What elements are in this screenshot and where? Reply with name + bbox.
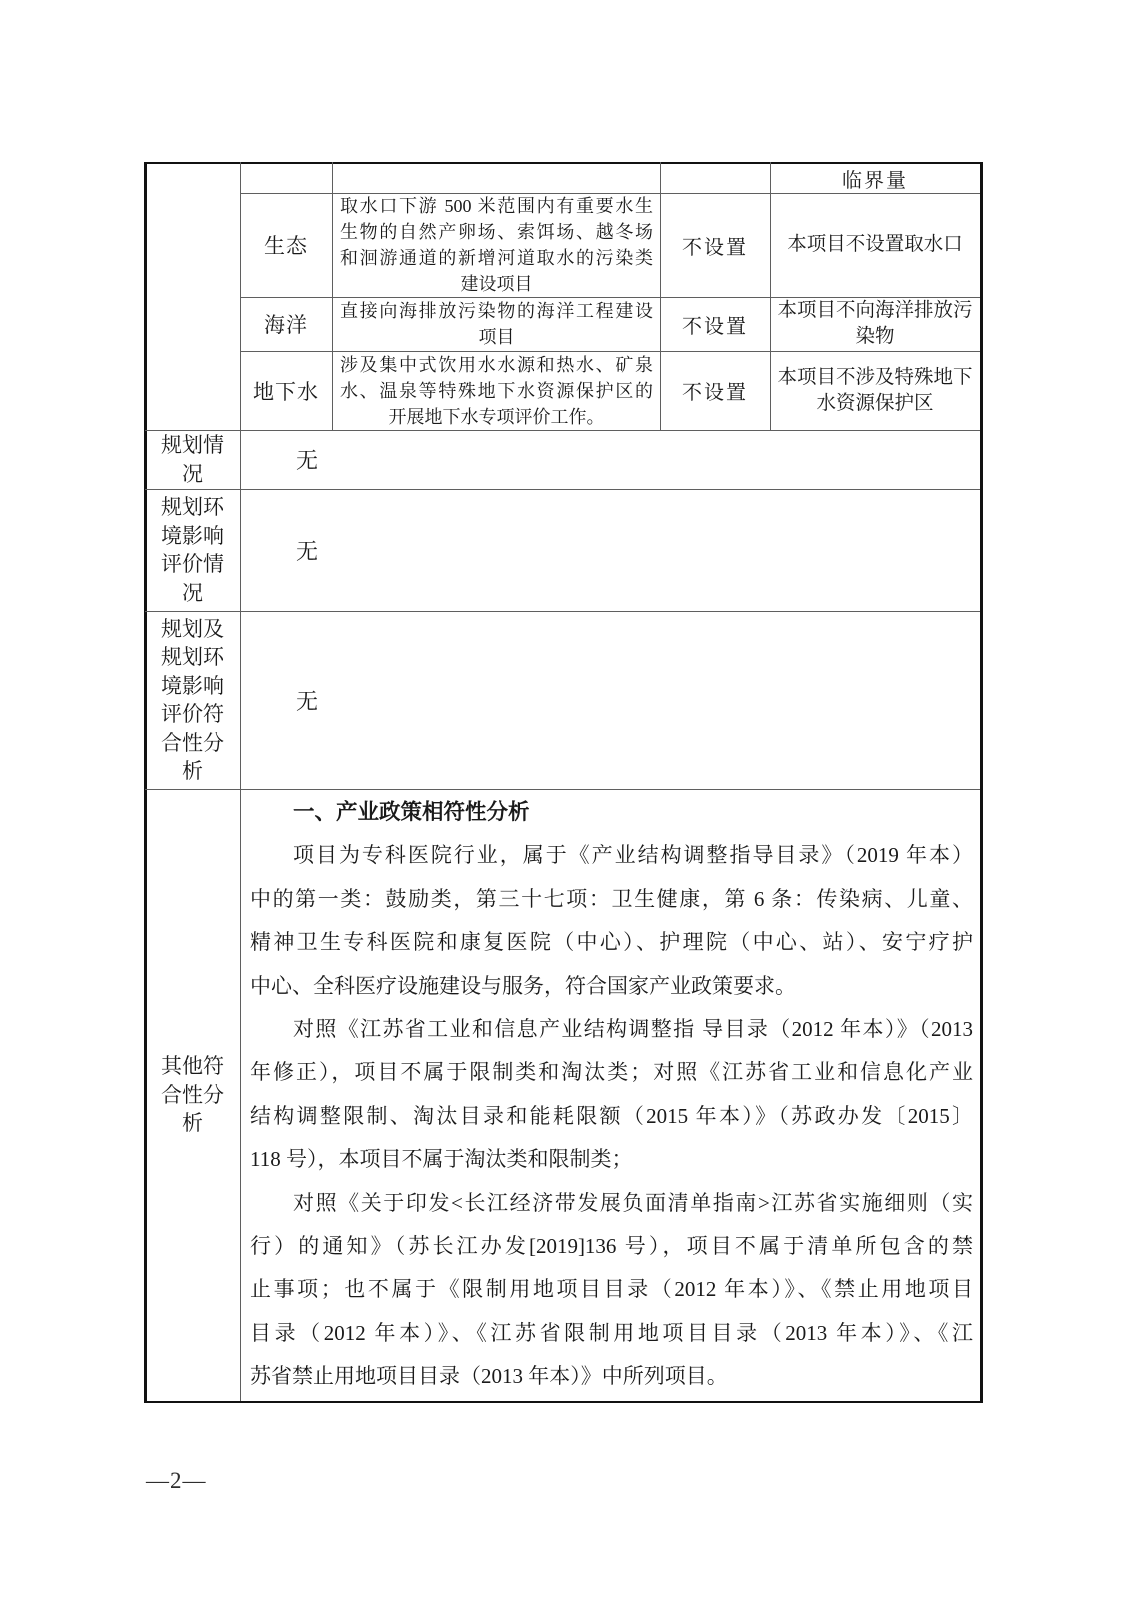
plan-conformity-label: 规划及规划环境影响评价符合性分析: [161, 616, 224, 783]
cell-ecology-category: [241, 194, 331, 296]
plan-conformity-value: 无: [296, 688, 319, 714]
analysis-text-line: 项目为专科医院行业，属于《产业结构调整指导目录》（2019 年本）: [293, 843, 973, 868]
plan-status-label: 规划情况: [161, 433, 224, 486]
plan-eia-status-label: 规划环境影响评价情况: [161, 495, 224, 605]
groundwater-desc-line: 水、温泉等特殊地下水资源保护区的: [340, 380, 653, 401]
analysis-text-line: 对照《江苏省工业和信息产业结构调整指 导目录（2012 年本）》（2013: [293, 1017, 973, 1042]
ecology-result-line: 本项目不设置取水口: [787, 234, 963, 255]
cell-groundwater-result: [771, 352, 979, 429]
ocean-category-label: 海洋: [264, 313, 308, 337]
groundwater-desc-line: 开展地下水专项评价工作。: [388, 406, 605, 427]
analysis-text-line: 中心、全科医疗设施建设与服务，符合国家产业政策要求。: [250, 973, 796, 998]
ecology-setting-value: 不设置: [682, 236, 748, 259]
cell-other-conformity-label: [146, 790, 239, 1400]
other-conformity-label: 其他符合性分析: [161, 1054, 224, 1136]
table-vline-category-col: [332, 162, 333, 430]
ocean-result-line: 染物: [855, 326, 895, 347]
cell-plan-conformity-value: [241, 612, 979, 788]
table-hline-plan3: [145, 789, 980, 790]
analysis-text-line: 对照《关于印发<长江经济带发展负面清单指南>江苏省实施细则（实: [293, 1190, 973, 1215]
ocean-desc-line: 项目: [478, 327, 515, 347]
other-conformity-content: [250, 791, 973, 1399]
analysis-text-line: 精神卫生专科医院和康复医院（中心）、护理院（中心、站）、安宁疗护: [250, 930, 973, 955]
industry-policy-heading: 一、产业政策相符性分析: [293, 800, 530, 824]
cell-groundwater-description: [334, 352, 659, 429]
cell-plan-status-value: [241, 431, 979, 488]
cell-ocean-result: [771, 298, 979, 350]
groundwater-category-label: 地下水: [253, 379, 319, 404]
analysis-text-line: 苏省禁止用地项目目录（2013 年本）》中所列项目。: [250, 1364, 728, 1389]
cell-ecology-setting: [661, 194, 769, 296]
plan-status-value: 无: [296, 448, 319, 473]
page-number: —2—: [146, 1468, 207, 1493]
cell-plan-conformity-label: [146, 612, 239, 788]
analysis-text-line: 中的第一类：鼓励类，第三十七项：卫生健康，第 6 条：传染病、儿童、: [250, 886, 973, 911]
table-border-bottom: [144, 1401, 983, 1403]
analysis-text-line: 目录（2012 年本）》、《江苏省限制用地项目目录（2013 年本）》、《江: [250, 1320, 973, 1345]
cell-critical-quantity-header: [771, 164, 979, 192]
groundwater-result-line: 水资源保护区: [816, 392, 934, 414]
ocean-desc-line: 直接向海排放污染物的海洋工程建设: [340, 301, 653, 321]
cell-groundwater-category: [241, 352, 331, 429]
cell-ecology-result: [771, 194, 979, 296]
cell-ocean-category: [241, 298, 331, 350]
groundwater-setting-value: 不设置: [682, 382, 748, 404]
cell-ocean-description: [334, 298, 659, 350]
analysis-text-line: 止事项；也不属于《限制用地项目目录（2012 年本）》、《禁止用地项目: [250, 1277, 973, 1302]
plan-eia-status-value: 无: [296, 538, 319, 564]
analysis-text-line: 行）的通知》（苏长江办发[2019]136 号），项目不属于清单所包含的禁: [250, 1234, 973, 1259]
groundwater-desc-line: 涉及集中式饮用水水源和热水、矿泉: [340, 354, 653, 375]
cell-plan-status-label: [146, 431, 239, 488]
ecology-desc-line: 和洄游通道的新增河道取水的污染类: [340, 248, 653, 268]
cell-plan-eia-status-label: [146, 490, 239, 610]
analysis-text-line: 年修正），项目不属于限制类和淘汰类；对照《江苏省工业和信息化产业: [250, 1060, 973, 1085]
ocean-result-line: 本项目不向海洋排放污: [777, 300, 973, 321]
ecology-desc-line: 生物的自然产卵场、索饵场、越冬场: [340, 222, 653, 242]
ecology-category-label: 生态: [264, 234, 308, 258]
ocean-setting-value: 不设置: [682, 315, 748, 338]
cell-ocean-setting: [661, 298, 769, 350]
ecology-desc-line: 取水口下游 500 米范围内有重要水生: [340, 196, 653, 216]
cell-plan-eia-status-value: [241, 490, 979, 610]
cell-groundwater-setting: [661, 352, 769, 429]
cell-ecology-description: [334, 194, 659, 296]
groundwater-result-line: 本项目不涉及特殊地下: [777, 366, 973, 388]
ecology-desc-line: 建设项目: [460, 274, 533, 294]
analysis-text-line: 118 号），本项目不属于淘汰类和限制类；: [250, 1147, 633, 1172]
critical-quantity-label: 临界量: [842, 169, 908, 192]
analysis-text-line: 结构调整限制、淘汰目录和能耗限额（2015 年本）》（苏政办发〔2015〕: [250, 1103, 973, 1128]
table-border-right: [980, 162, 983, 1403]
